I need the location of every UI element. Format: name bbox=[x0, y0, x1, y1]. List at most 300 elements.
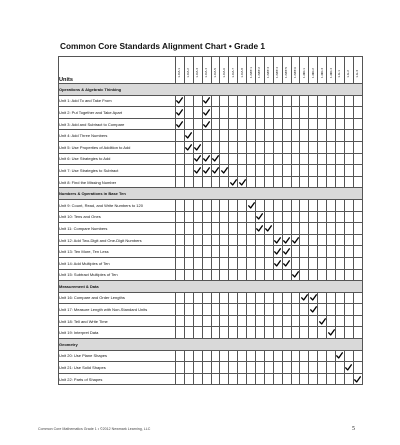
standard-code: 1.G.2 bbox=[346, 70, 351, 78]
alignment-cell bbox=[291, 304, 300, 316]
alignment-cell bbox=[229, 327, 238, 339]
alignment-cell bbox=[193, 246, 202, 258]
unit-row bbox=[59, 153, 363, 165]
alignment-cell bbox=[220, 292, 229, 304]
unit-label: Unit 10: Tens and Ones bbox=[59, 211, 176, 223]
standard-code: 1.NBT.4 bbox=[275, 66, 280, 78]
alignment-cell bbox=[247, 373, 256, 385]
alignment-cell bbox=[176, 315, 185, 327]
alignment-cell bbox=[202, 141, 211, 153]
section-heading: Measurement & Data bbox=[59, 281, 363, 293]
standard-code: 1.OA.6 bbox=[221, 68, 226, 78]
alignment-cell bbox=[353, 373, 362, 385]
alignment-cell bbox=[220, 130, 229, 142]
alignment-cell bbox=[247, 211, 256, 223]
alignment-cell bbox=[309, 327, 318, 339]
alignment-cell bbox=[176, 165, 185, 177]
alignment-cell bbox=[211, 350, 220, 362]
check-icon bbox=[310, 306, 317, 313]
alignment-cell bbox=[229, 234, 238, 246]
standard-header bbox=[193, 57, 202, 84]
alignment-cell bbox=[344, 141, 353, 153]
unit-row bbox=[59, 269, 363, 281]
alignment-cell bbox=[291, 176, 300, 188]
alignment-cell bbox=[238, 257, 247, 269]
standard-code: 1.MD.4 bbox=[328, 68, 333, 78]
check-icon bbox=[194, 144, 201, 151]
alignment-cell bbox=[300, 130, 309, 142]
standard-header bbox=[238, 57, 247, 84]
alignment-cell bbox=[300, 141, 309, 153]
unit-label: Unit 6: Use Strategies to Add bbox=[59, 153, 176, 165]
unit-label: Unit 7: Use Strategies to Subtract bbox=[59, 165, 176, 177]
alignment-cell bbox=[238, 269, 247, 281]
alignment-cell bbox=[309, 118, 318, 130]
alignment-cell bbox=[220, 118, 229, 130]
alignment-cell bbox=[318, 304, 327, 316]
alignment-cell bbox=[300, 153, 309, 165]
alignment-cell bbox=[184, 223, 193, 235]
alignment-cell bbox=[256, 211, 265, 223]
alignment-cell bbox=[327, 199, 336, 211]
alignment-cell bbox=[193, 223, 202, 235]
alignment-cell bbox=[256, 199, 265, 211]
alignment-cell bbox=[211, 327, 220, 339]
alignment-cell bbox=[229, 223, 238, 235]
alignment-cell bbox=[256, 350, 265, 362]
alignment-cell bbox=[184, 234, 193, 246]
unit-row bbox=[59, 211, 363, 223]
alignment-cell bbox=[336, 327, 345, 339]
alignment-cell bbox=[300, 327, 309, 339]
alignment-cell bbox=[273, 269, 282, 281]
alignment-cell bbox=[318, 292, 327, 304]
unit-row bbox=[59, 327, 363, 339]
alignment-cell bbox=[229, 153, 238, 165]
unit-row bbox=[59, 165, 363, 177]
alignment-cell bbox=[264, 165, 273, 177]
alignment-cell bbox=[282, 257, 291, 269]
alignment-cell bbox=[282, 269, 291, 281]
alignment-cell bbox=[264, 223, 273, 235]
alignment-cell bbox=[353, 130, 362, 142]
alignment-cell bbox=[220, 234, 229, 246]
alignment-cell bbox=[344, 292, 353, 304]
alignment-cell bbox=[327, 107, 336, 119]
unit-row bbox=[59, 292, 363, 304]
alignment-cell bbox=[264, 269, 273, 281]
alignment-cell bbox=[211, 315, 220, 327]
standard-header bbox=[256, 57, 265, 84]
alignment-cell bbox=[273, 165, 282, 177]
alignment-cell bbox=[344, 234, 353, 246]
standard-header bbox=[184, 57, 193, 84]
alignment-cell bbox=[220, 246, 229, 258]
alignment-cell bbox=[273, 95, 282, 107]
alignment-cell bbox=[202, 107, 211, 119]
check-icon bbox=[176, 109, 183, 116]
alignment-cell bbox=[247, 107, 256, 119]
alignment-cell bbox=[353, 176, 362, 188]
page-number: 5 bbox=[352, 426, 355, 432]
unit-label: Unit 16: Compare and Order Lengths bbox=[59, 292, 176, 304]
alignment-cell bbox=[238, 141, 247, 153]
check-icon bbox=[292, 271, 299, 278]
alignment-cell bbox=[193, 176, 202, 188]
alignment-cell bbox=[247, 199, 256, 211]
alignment-cell bbox=[211, 165, 220, 177]
unit-row bbox=[59, 199, 363, 211]
alignment-cell bbox=[309, 107, 318, 119]
alignment-cell bbox=[309, 153, 318, 165]
alignment-cell bbox=[229, 95, 238, 107]
alignment-cell bbox=[273, 362, 282, 374]
alignment-cell bbox=[211, 269, 220, 281]
standard-code: 1.NBT.3 bbox=[266, 66, 271, 78]
header-row bbox=[59, 57, 363, 84]
check-icon bbox=[185, 144, 192, 151]
alignment-cell bbox=[238, 199, 247, 211]
alignment-cell bbox=[327, 304, 336, 316]
standard-header bbox=[176, 57, 185, 84]
check-icon bbox=[256, 225, 263, 232]
alignment-cell bbox=[282, 246, 291, 258]
alignment-cell bbox=[176, 269, 185, 281]
alignment-cell bbox=[220, 362, 229, 374]
alignment-cell bbox=[344, 153, 353, 165]
alignment-cell bbox=[220, 165, 229, 177]
alignment-cell bbox=[238, 350, 247, 362]
unit-row bbox=[59, 362, 363, 374]
alignment-cell bbox=[256, 95, 265, 107]
alignment-cell bbox=[300, 292, 309, 304]
alignment-cell bbox=[229, 107, 238, 119]
unit-label: Unit 2: Put Together and Take Apart bbox=[59, 107, 176, 119]
alignment-cell bbox=[336, 257, 345, 269]
alignment-cell bbox=[256, 165, 265, 177]
alignment-cell bbox=[256, 246, 265, 258]
alignment-cell bbox=[264, 95, 273, 107]
standard-header bbox=[353, 57, 362, 84]
alignment-cell bbox=[202, 153, 211, 165]
alignment-cell bbox=[238, 107, 247, 119]
alignment-cell bbox=[193, 269, 202, 281]
alignment-cell bbox=[336, 130, 345, 142]
alignment-cell bbox=[344, 304, 353, 316]
alignment-cell bbox=[184, 165, 193, 177]
alignment-cell bbox=[300, 269, 309, 281]
alignment-cell bbox=[193, 304, 202, 316]
alignment-cell bbox=[318, 223, 327, 235]
alignment-cell bbox=[256, 118, 265, 130]
alignment-cell bbox=[220, 257, 229, 269]
alignment-cell bbox=[247, 304, 256, 316]
unit-row bbox=[59, 107, 363, 119]
standard-header bbox=[291, 57, 300, 84]
alignment-cell bbox=[318, 234, 327, 246]
alignment-cell bbox=[256, 107, 265, 119]
alignment-cell bbox=[309, 223, 318, 235]
alignment-cell bbox=[344, 107, 353, 119]
alignment-cell bbox=[229, 350, 238, 362]
alignment-cell bbox=[309, 257, 318, 269]
alignment-cell bbox=[327, 269, 336, 281]
alignment-cell bbox=[282, 130, 291, 142]
check-icon bbox=[354, 376, 361, 383]
alignment-cell bbox=[264, 292, 273, 304]
alignment-cell bbox=[282, 199, 291, 211]
alignment-cell bbox=[247, 292, 256, 304]
alignment-cell bbox=[193, 199, 202, 211]
standard-code: 1.OA.8 bbox=[239, 68, 244, 78]
alignment-cell bbox=[256, 327, 265, 339]
unit-row bbox=[59, 246, 363, 258]
alignment-chart-table bbox=[58, 56, 363, 385]
check-icon bbox=[176, 121, 183, 128]
alignment-cell bbox=[318, 315, 327, 327]
alignment-cell bbox=[282, 153, 291, 165]
check-icon bbox=[203, 97, 210, 104]
alignment-cell bbox=[211, 304, 220, 316]
standard-code: 1.NBT.6 bbox=[293, 66, 298, 78]
alignment-cell bbox=[273, 211, 282, 223]
alignment-cell bbox=[318, 165, 327, 177]
alignment-cell bbox=[247, 257, 256, 269]
unit-row bbox=[59, 118, 363, 130]
alignment-cell bbox=[229, 165, 238, 177]
alignment-cell bbox=[247, 141, 256, 153]
alignment-cell bbox=[336, 118, 345, 130]
alignment-cell bbox=[344, 165, 353, 177]
alignment-cell bbox=[176, 350, 185, 362]
alignment-cell bbox=[202, 199, 211, 211]
alignment-cell bbox=[327, 118, 336, 130]
alignment-cell bbox=[264, 327, 273, 339]
alignment-cell bbox=[300, 95, 309, 107]
alignment-cell bbox=[353, 292, 362, 304]
alignment-cell bbox=[344, 373, 353, 385]
check-icon bbox=[336, 352, 343, 359]
standard-header bbox=[300, 57, 309, 84]
alignment-cell bbox=[353, 211, 362, 223]
alignment-cell bbox=[184, 107, 193, 119]
alignment-cell bbox=[344, 118, 353, 130]
standard-header bbox=[220, 57, 229, 84]
alignment-cell bbox=[344, 350, 353, 362]
alignment-cell bbox=[256, 304, 265, 316]
alignment-cell bbox=[211, 211, 220, 223]
alignment-cell bbox=[300, 176, 309, 188]
alignment-cell bbox=[264, 373, 273, 385]
alignment-cell bbox=[229, 246, 238, 258]
alignment-cell bbox=[273, 130, 282, 142]
alignment-cell bbox=[300, 223, 309, 235]
alignment-cell bbox=[318, 362, 327, 374]
unit-row bbox=[59, 234, 363, 246]
alignment-cell bbox=[336, 211, 345, 223]
alignment-cell bbox=[256, 292, 265, 304]
alignment-cell bbox=[318, 199, 327, 211]
alignment-cell bbox=[300, 362, 309, 374]
alignment-cell bbox=[238, 315, 247, 327]
alignment-cell bbox=[176, 153, 185, 165]
alignment-cell bbox=[202, 246, 211, 258]
alignment-cell bbox=[238, 292, 247, 304]
alignment-cell bbox=[336, 223, 345, 235]
alignment-cell bbox=[247, 327, 256, 339]
alignment-cell bbox=[264, 257, 273, 269]
standard-code: 1.G.3 bbox=[355, 70, 360, 78]
alignment-cell bbox=[184, 211, 193, 223]
alignment-cell bbox=[202, 176, 211, 188]
alignment-cell bbox=[211, 292, 220, 304]
alignment-cell bbox=[256, 153, 265, 165]
alignment-cell bbox=[336, 246, 345, 258]
alignment-cell bbox=[353, 199, 362, 211]
alignment-cell bbox=[318, 269, 327, 281]
alignment-cell bbox=[229, 304, 238, 316]
alignment-cell bbox=[282, 95, 291, 107]
alignment-cell bbox=[247, 118, 256, 130]
alignment-cell bbox=[318, 350, 327, 362]
check-icon bbox=[283, 248, 290, 255]
units-column-header: Units bbox=[59, 57, 176, 84]
alignment-cell bbox=[291, 141, 300, 153]
alignment-cell bbox=[273, 153, 282, 165]
alignment-cell bbox=[318, 211, 327, 223]
standard-code: 1.MD.2 bbox=[310, 68, 315, 78]
check-icon bbox=[203, 109, 210, 116]
alignment-cell bbox=[184, 315, 193, 327]
standard-header bbox=[264, 57, 273, 84]
alignment-cell bbox=[327, 257, 336, 269]
alignment-cell bbox=[247, 165, 256, 177]
alignment-cell bbox=[176, 292, 185, 304]
alignment-cell bbox=[184, 153, 193, 165]
alignment-cell bbox=[193, 95, 202, 107]
alignment-cell bbox=[176, 304, 185, 316]
alignment-cell bbox=[211, 141, 220, 153]
alignment-cell bbox=[202, 292, 211, 304]
alignment-cell bbox=[202, 350, 211, 362]
alignment-cell bbox=[309, 315, 318, 327]
alignment-cell bbox=[238, 95, 247, 107]
check-icon bbox=[319, 318, 326, 325]
alignment-cell bbox=[318, 327, 327, 339]
check-icon bbox=[203, 155, 210, 162]
alignment-cell bbox=[184, 118, 193, 130]
alignment-cell bbox=[353, 257, 362, 269]
alignment-cell bbox=[193, 234, 202, 246]
check-icon bbox=[345, 364, 352, 371]
alignment-cell bbox=[300, 165, 309, 177]
alignment-cell bbox=[344, 257, 353, 269]
alignment-cell bbox=[309, 234, 318, 246]
check-icon bbox=[328, 329, 335, 336]
alignment-cell bbox=[282, 362, 291, 374]
alignment-cell bbox=[238, 373, 247, 385]
unit-row bbox=[59, 130, 363, 142]
check-icon bbox=[212, 167, 219, 174]
alignment-cell bbox=[247, 246, 256, 258]
alignment-cell bbox=[220, 95, 229, 107]
alignment-cell bbox=[282, 315, 291, 327]
alignment-cell bbox=[327, 327, 336, 339]
alignment-cell bbox=[176, 199, 185, 211]
alignment-cell bbox=[264, 362, 273, 374]
check-icon bbox=[248, 202, 255, 209]
alignment-cell bbox=[176, 246, 185, 258]
alignment-cell bbox=[336, 350, 345, 362]
alignment-cell bbox=[193, 257, 202, 269]
alignment-cell bbox=[202, 234, 211, 246]
unit-label: Unit 15: Subtract Multiples of Ten bbox=[59, 269, 176, 281]
alignment-cell bbox=[336, 315, 345, 327]
alignment-cell bbox=[202, 315, 211, 327]
alignment-cell bbox=[238, 234, 247, 246]
alignment-cell bbox=[273, 176, 282, 188]
alignment-cell bbox=[264, 141, 273, 153]
alignment-cell bbox=[256, 223, 265, 235]
alignment-cell bbox=[211, 234, 220, 246]
alignment-cell bbox=[184, 327, 193, 339]
alignment-cell bbox=[176, 223, 185, 235]
alignment-cell bbox=[220, 223, 229, 235]
alignment-cell bbox=[211, 130, 220, 142]
alignment-cell bbox=[211, 176, 220, 188]
alignment-cell bbox=[264, 176, 273, 188]
section-row bbox=[59, 188, 363, 200]
alignment-cell bbox=[300, 350, 309, 362]
alignment-cell bbox=[264, 246, 273, 258]
alignment-cell bbox=[247, 315, 256, 327]
alignment-cell bbox=[291, 373, 300, 385]
alignment-cell bbox=[193, 165, 202, 177]
alignment-cell bbox=[353, 141, 362, 153]
standard-header bbox=[229, 57, 238, 84]
alignment-cell bbox=[353, 327, 362, 339]
alignment-cell bbox=[291, 223, 300, 235]
alignment-cell bbox=[318, 107, 327, 119]
alignment-cell bbox=[318, 373, 327, 385]
alignment-cell bbox=[264, 153, 273, 165]
alignment-cell bbox=[211, 257, 220, 269]
alignment-cell bbox=[202, 211, 211, 223]
alignment-cell bbox=[176, 327, 185, 339]
unit-label: Unit 13: Ten More, Ten Less bbox=[59, 246, 176, 258]
alignment-cell bbox=[247, 95, 256, 107]
standard-header bbox=[318, 57, 327, 84]
alignment-cell bbox=[291, 130, 300, 142]
alignment-cell bbox=[211, 107, 220, 119]
alignment-cell bbox=[273, 315, 282, 327]
section-heading: Numbers & Operations in Base Ten bbox=[59, 188, 363, 200]
unit-row bbox=[59, 315, 363, 327]
standard-code: 1.G.1 bbox=[337, 70, 342, 78]
alignment-cell bbox=[300, 315, 309, 327]
unit-row bbox=[59, 95, 363, 107]
alignment-cell bbox=[273, 118, 282, 130]
alignment-cell bbox=[282, 107, 291, 119]
alignment-cell bbox=[247, 362, 256, 374]
standard-header bbox=[247, 57, 256, 84]
standard-header bbox=[211, 57, 220, 84]
alignment-cell bbox=[264, 199, 273, 211]
alignment-cell bbox=[184, 304, 193, 316]
alignment-cell bbox=[193, 373, 202, 385]
unit-label: Unit 22: Parts of Shapes bbox=[59, 373, 176, 385]
alignment-cell bbox=[353, 304, 362, 316]
